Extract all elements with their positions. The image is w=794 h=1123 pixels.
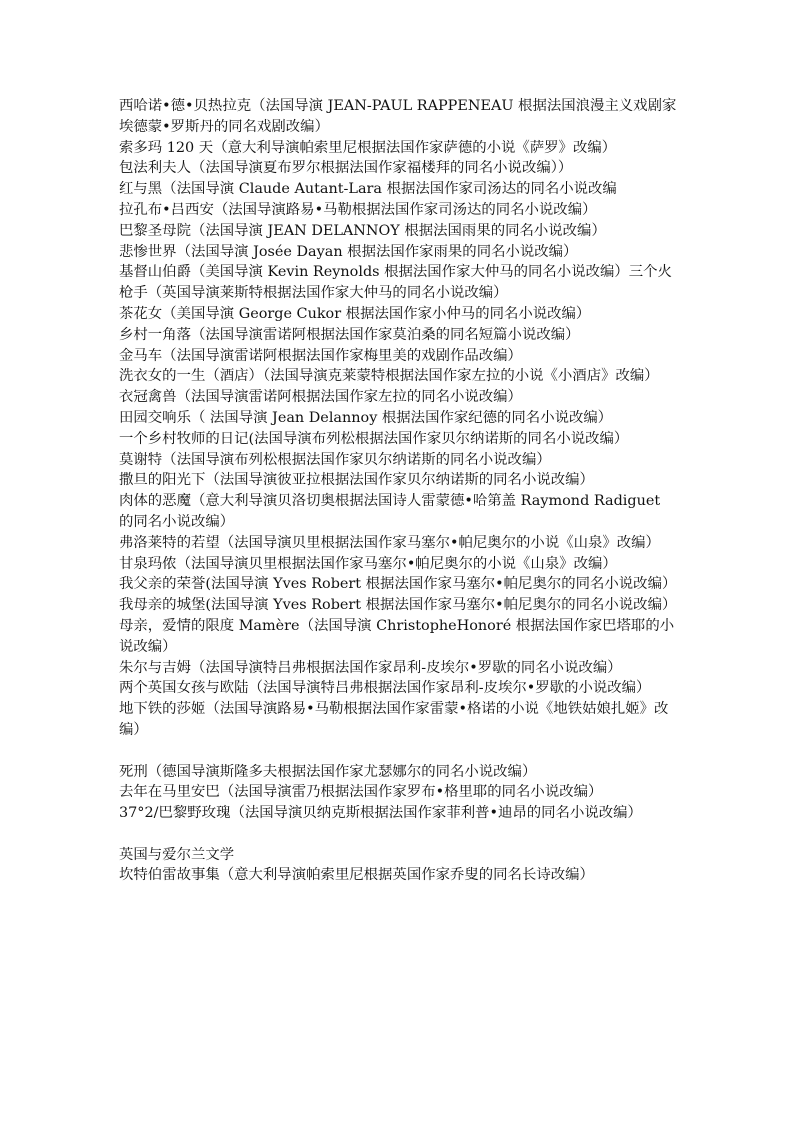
list-item: 衣冠禽兽（法国导演雷诺阿根据法国作家左拉的同名小说改编）: [119, 389, 522, 406]
list-item: 去年在马里安巴（法国导演雷乃根据法国作家罗布•格里耶的同名小说改编）: [119, 784, 603, 801]
list-item: 肉体的恶魔（意大利导演贝洛切奥根据法国诗人雷蒙德•哈第盖 Raymond Radiguet 的同名小说改编）: [119, 493, 661, 530]
list-item: 死刑（德国导演斯隆多夫根据法国作家尤瑟娜尔的同名小说改编）: [119, 763, 537, 780]
list-item: 地下铁的莎姬（法国导演路易•马勒根据法国作家雷蒙•格诺的小说《地铁姑娘扎姬》改编）: [119, 701, 669, 738]
list-item: 弗洛莱特的若望（法国导演贝里根据法国作家马塞尔•帕尼奥尔的小说《山泉》改编）: [119, 534, 660, 551]
list-item: 索多玛 120 天（意大利导演帕索里尼根据法国作家萨德的小说《萨罗》改编）: [119, 139, 617, 156]
list-item: 乡村一角落（法国导演雷诺阿根据法国作家莫泊桑的同名短篇小说改编）: [119, 326, 580, 343]
list-item: 基督山伯爵（美国导演 Kevin Reynolds 根据法国作家大仲马的同名小说改编）三个火枪手（英国导演莱斯特根据法国作家大仲马的同名小说改编）: [119, 264, 672, 302]
list-item: 茶花女（美国导演 George Cukor 根据法国作家小仲马的同名小说改编）: [119, 305, 591, 322]
list-item: 朱尔与吉姆（法国导演特吕弗根据法国作家昂利-皮埃尔•罗歇的同名小说改编）: [119, 659, 622, 676]
list-item: 悲惨世界（法国导演 Josée Dayan 根据法国作家雨果的同名小说改编）: [119, 243, 578, 260]
list-item: 两个英国女孩与欧陆（法国导演特吕弗根据法国作家昂利-皮埃尔•罗歇的小说改编）: [119, 680, 651, 697]
list-item: 母亲，爱情的限度 Mamère（法国导演 ChristopheHonoré 根据法国作家巴塔耶的小说改编）: [119, 617, 675, 655]
list-item: 莫谢特（法国导演布列松根据法国作家贝尔纳诺斯的同名小说改编）: [119, 451, 551, 468]
list-item: 金马车（法国导演雷诺阿根据法国作家梅里美的戏剧作品改编）: [119, 347, 522, 364]
list-item: 一个乡村牧师的日记(法国导演布列松根据法国作家贝尔纳诺斯的同名小说改编）: [119, 430, 629, 447]
list-item: 红与黑（法国导演 Claude Autant-Lara 根据法国作家司汤达的同名小说改编: [119, 181, 617, 198]
list-item: 洗衣女的一生（酒店）（法国导演克莱蒙特根据法国作家左拉的小说《小酒店》改编）: [119, 368, 659, 385]
list-item: 坎特伯雷故事集（意大利导演帕索里尼根据英国作家乔叟的同名长诗改编）: [119, 867, 594, 884]
section-heading: 英国与爱尔兰文学: [119, 846, 235, 863]
list-item: 撒旦的阳光下（法国导演彼亚拉根据法国作家贝尔纳诺斯的同名小说改编）: [119, 472, 594, 489]
list-item: 田园交响乐（ 法国导演 Jean Delannoy 根据法国作家纪德的同名小说改编）: [119, 409, 613, 426]
list-item: 包法利夫人（法国导演夏布罗尔根据法国作家福楼拜的同名小说改编））: [119, 160, 573, 177]
list-item: 我母亲的城堡(法国导演 Yves Robert 根据法国作家马塞尔•帕尼奥尔的同名小说改编）: [119, 597, 677, 614]
list-item: 巴黎圣母院（法国导演 JEAN DELANNOY 根据法国雨果的同名小说改编）: [119, 222, 606, 239]
list-item: 我父亲的荣誉(法国导演 Yves Robert 根据法国作家马塞尔•帕尼奥尔的同名小说改编）: [119, 576, 677, 593]
document-body: [119, 96, 679, 886]
list-item: 拉孔布•吕西安（法国导演路易•马勒根据法国作家司汤达的同名小说改编）: [119, 201, 597, 218]
list-item: 37°2/巴黎野玫瑰（法国导演贝纳克斯根据法国作家菲利普•迪昂的同名小说改编）: [119, 805, 642, 822]
list-item: 甘泉玛侬（法国导演贝里根据法国作家马塞尔•帕尼奥尔的小说《山泉》改编）: [119, 555, 617, 572]
list-item: 西哈诺•德•贝热拉克（法国导演 JEAN-PAUL RAPPENEAU 根据法国浪漫主义戏剧家埃德蒙•罗斯丹的同名戏剧改编）: [119, 98, 677, 135]
